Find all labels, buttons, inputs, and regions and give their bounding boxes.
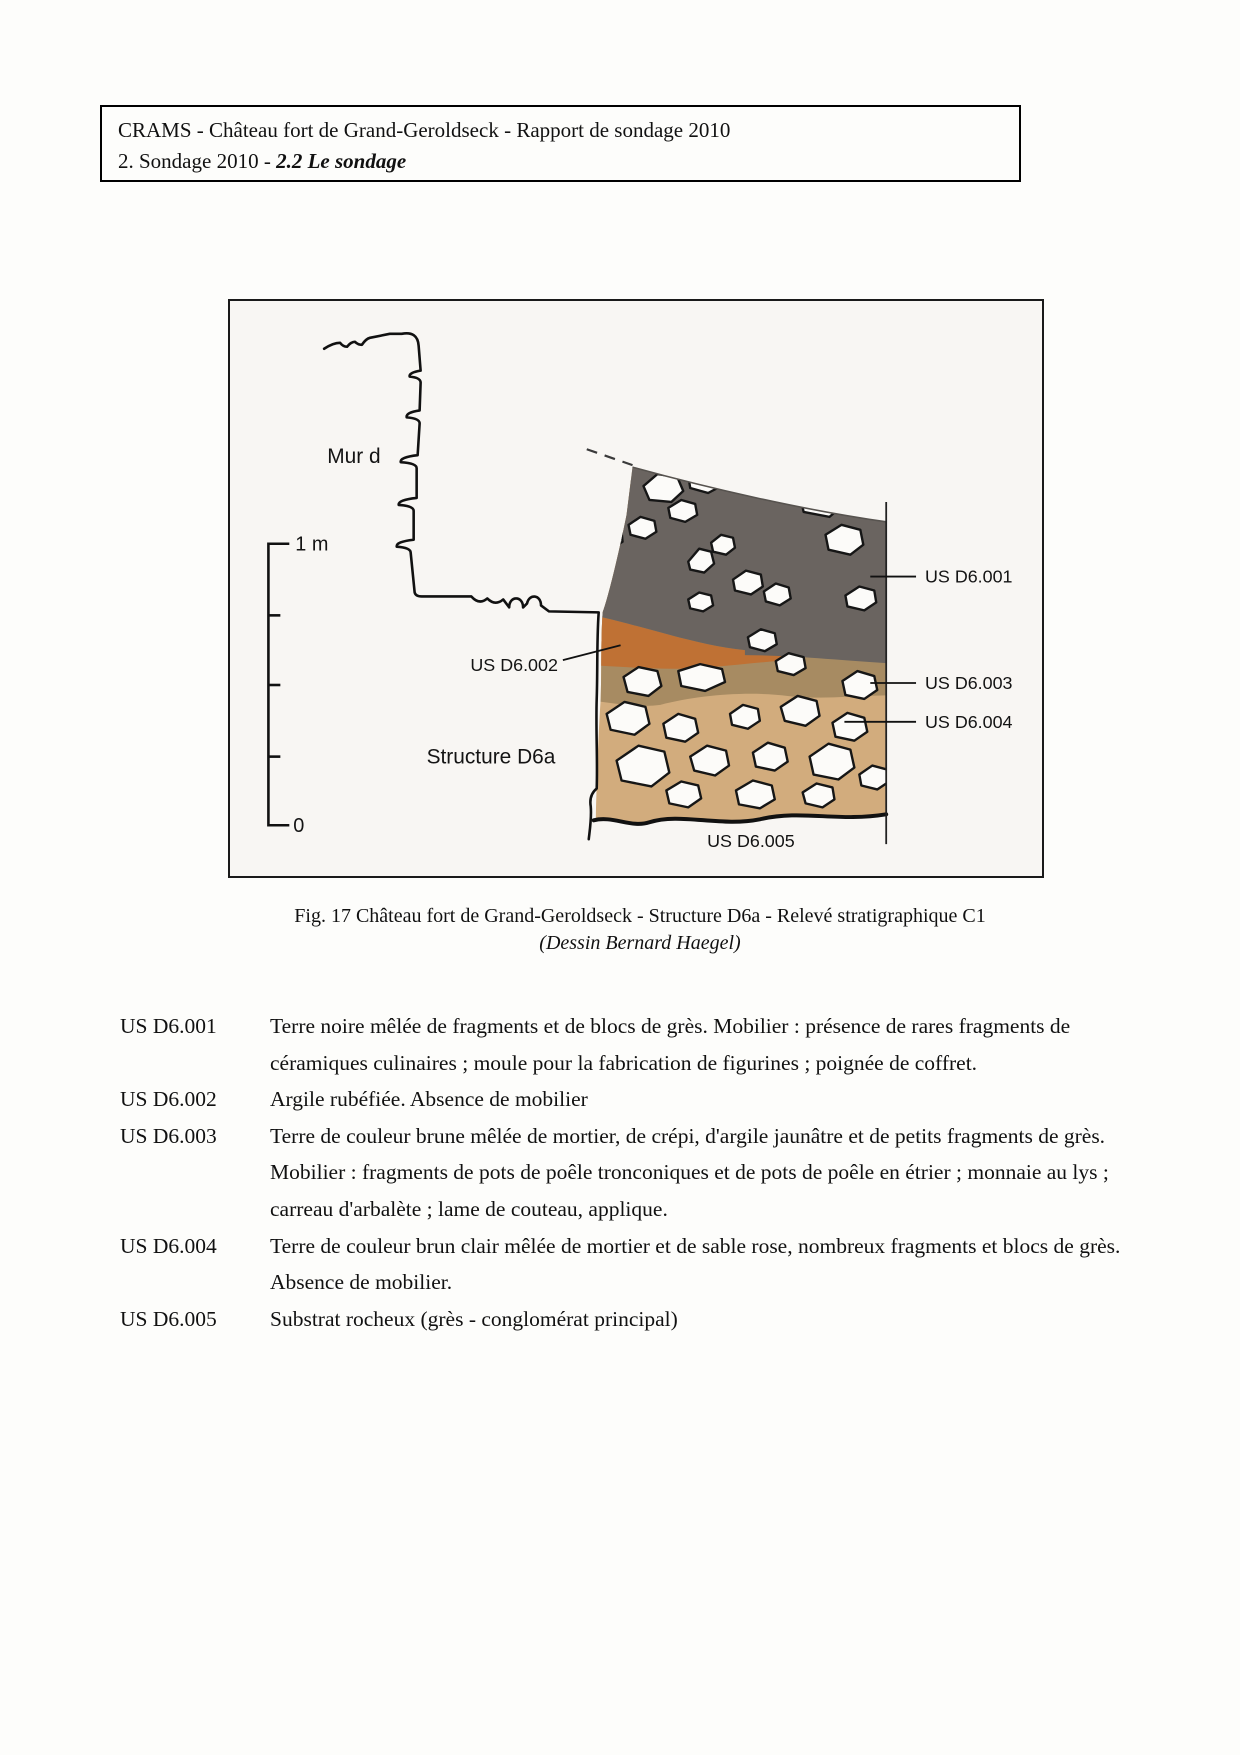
stratigraphy-drawing — [230, 301, 1042, 876]
unit-term: US D6.001 — [120, 1014, 217, 1038]
label-us001: US D6.001 — [924, 566, 1013, 587]
unit-term: US D6.003 — [120, 1123, 217, 1148]
unit-term: US D6.002 — [120, 1087, 217, 1112]
figure-caption-line-1: Fig. 17 Château fort de Grand-Geroldseck - Structure D6a - Relevé stratigraphique C1 — [294, 905, 986, 927]
header-line-1: CRAMS - Château fort de Grand-Geroldseck - Rapport de sondage 2010 — [118, 118, 731, 142]
label-us003: US D6.003 — [924, 672, 1013, 693]
header-line-2 — [118, 146, 1019, 177]
label-us004: US D6.004 — [924, 711, 1013, 732]
figure-caption — [120, 903, 1160, 957]
structure-label: Structure D6a — [426, 745, 556, 769]
wall-label: Mur d — [327, 445, 381, 469]
unit-text: Substrat rocheux (grès - conglomérat principal) — [270, 1306, 678, 1331]
unit-text: Argile rubéfiée. Absence de mobilier — [270, 1087, 588, 1112]
unit-text: Terre de couleur brune mêlée de mortier, de crépi, d'argile jaunâtre et de petits fragments de grès. Mobilier : fragments de pots de poêle tronconiques et de pots de poêle en étrier ; monnaie au lys ; carreau d'arbalète ; lame de couteau, applique. — [270, 1123, 1109, 1221]
unit-text: Terre noire mêlée de fragments et de blocs de grès. Mobilier : présence de rares fragments de céramiques culinaires ; moule pour la fabrication de figurines ; poignée de coffret. — [270, 1014, 1071, 1075]
stratigraphic-figure — [228, 299, 1044, 878]
label-us005: US D6.005 — [707, 831, 795, 852]
unit-term: US D6.005 — [120, 1306, 217, 1331]
header-box — [100, 105, 1021, 182]
label-us002: US D6.002 — [470, 655, 558, 676]
scale-top-label: 1 m — [295, 533, 329, 556]
scale-bar — [268, 544, 289, 826]
dashed-continuation-line — [587, 449, 633, 465]
figure-caption-line-2: (Dessin Bernard Haegel) — [539, 932, 741, 954]
layer-us001 — [529, 400, 927, 663]
header-line-2-prefix: 2. Sondage 2010 - — [118, 149, 277, 173]
strata-column — [529, 400, 927, 858]
unit-term: US D6.004 — [120, 1233, 217, 1258]
unit-description-list — [120, 1008, 1160, 1337]
unit-text: Terre de couleur brun clair mêlée de mortier et de sable rose, nombreux fragments et blocs de grès. Absence de mobilier. — [270, 1233, 1121, 1295]
header-line-2-emphasis: 2.2 Le sondage — [276, 149, 407, 173]
scale-bottom-label: 0 — [293, 815, 305, 838]
